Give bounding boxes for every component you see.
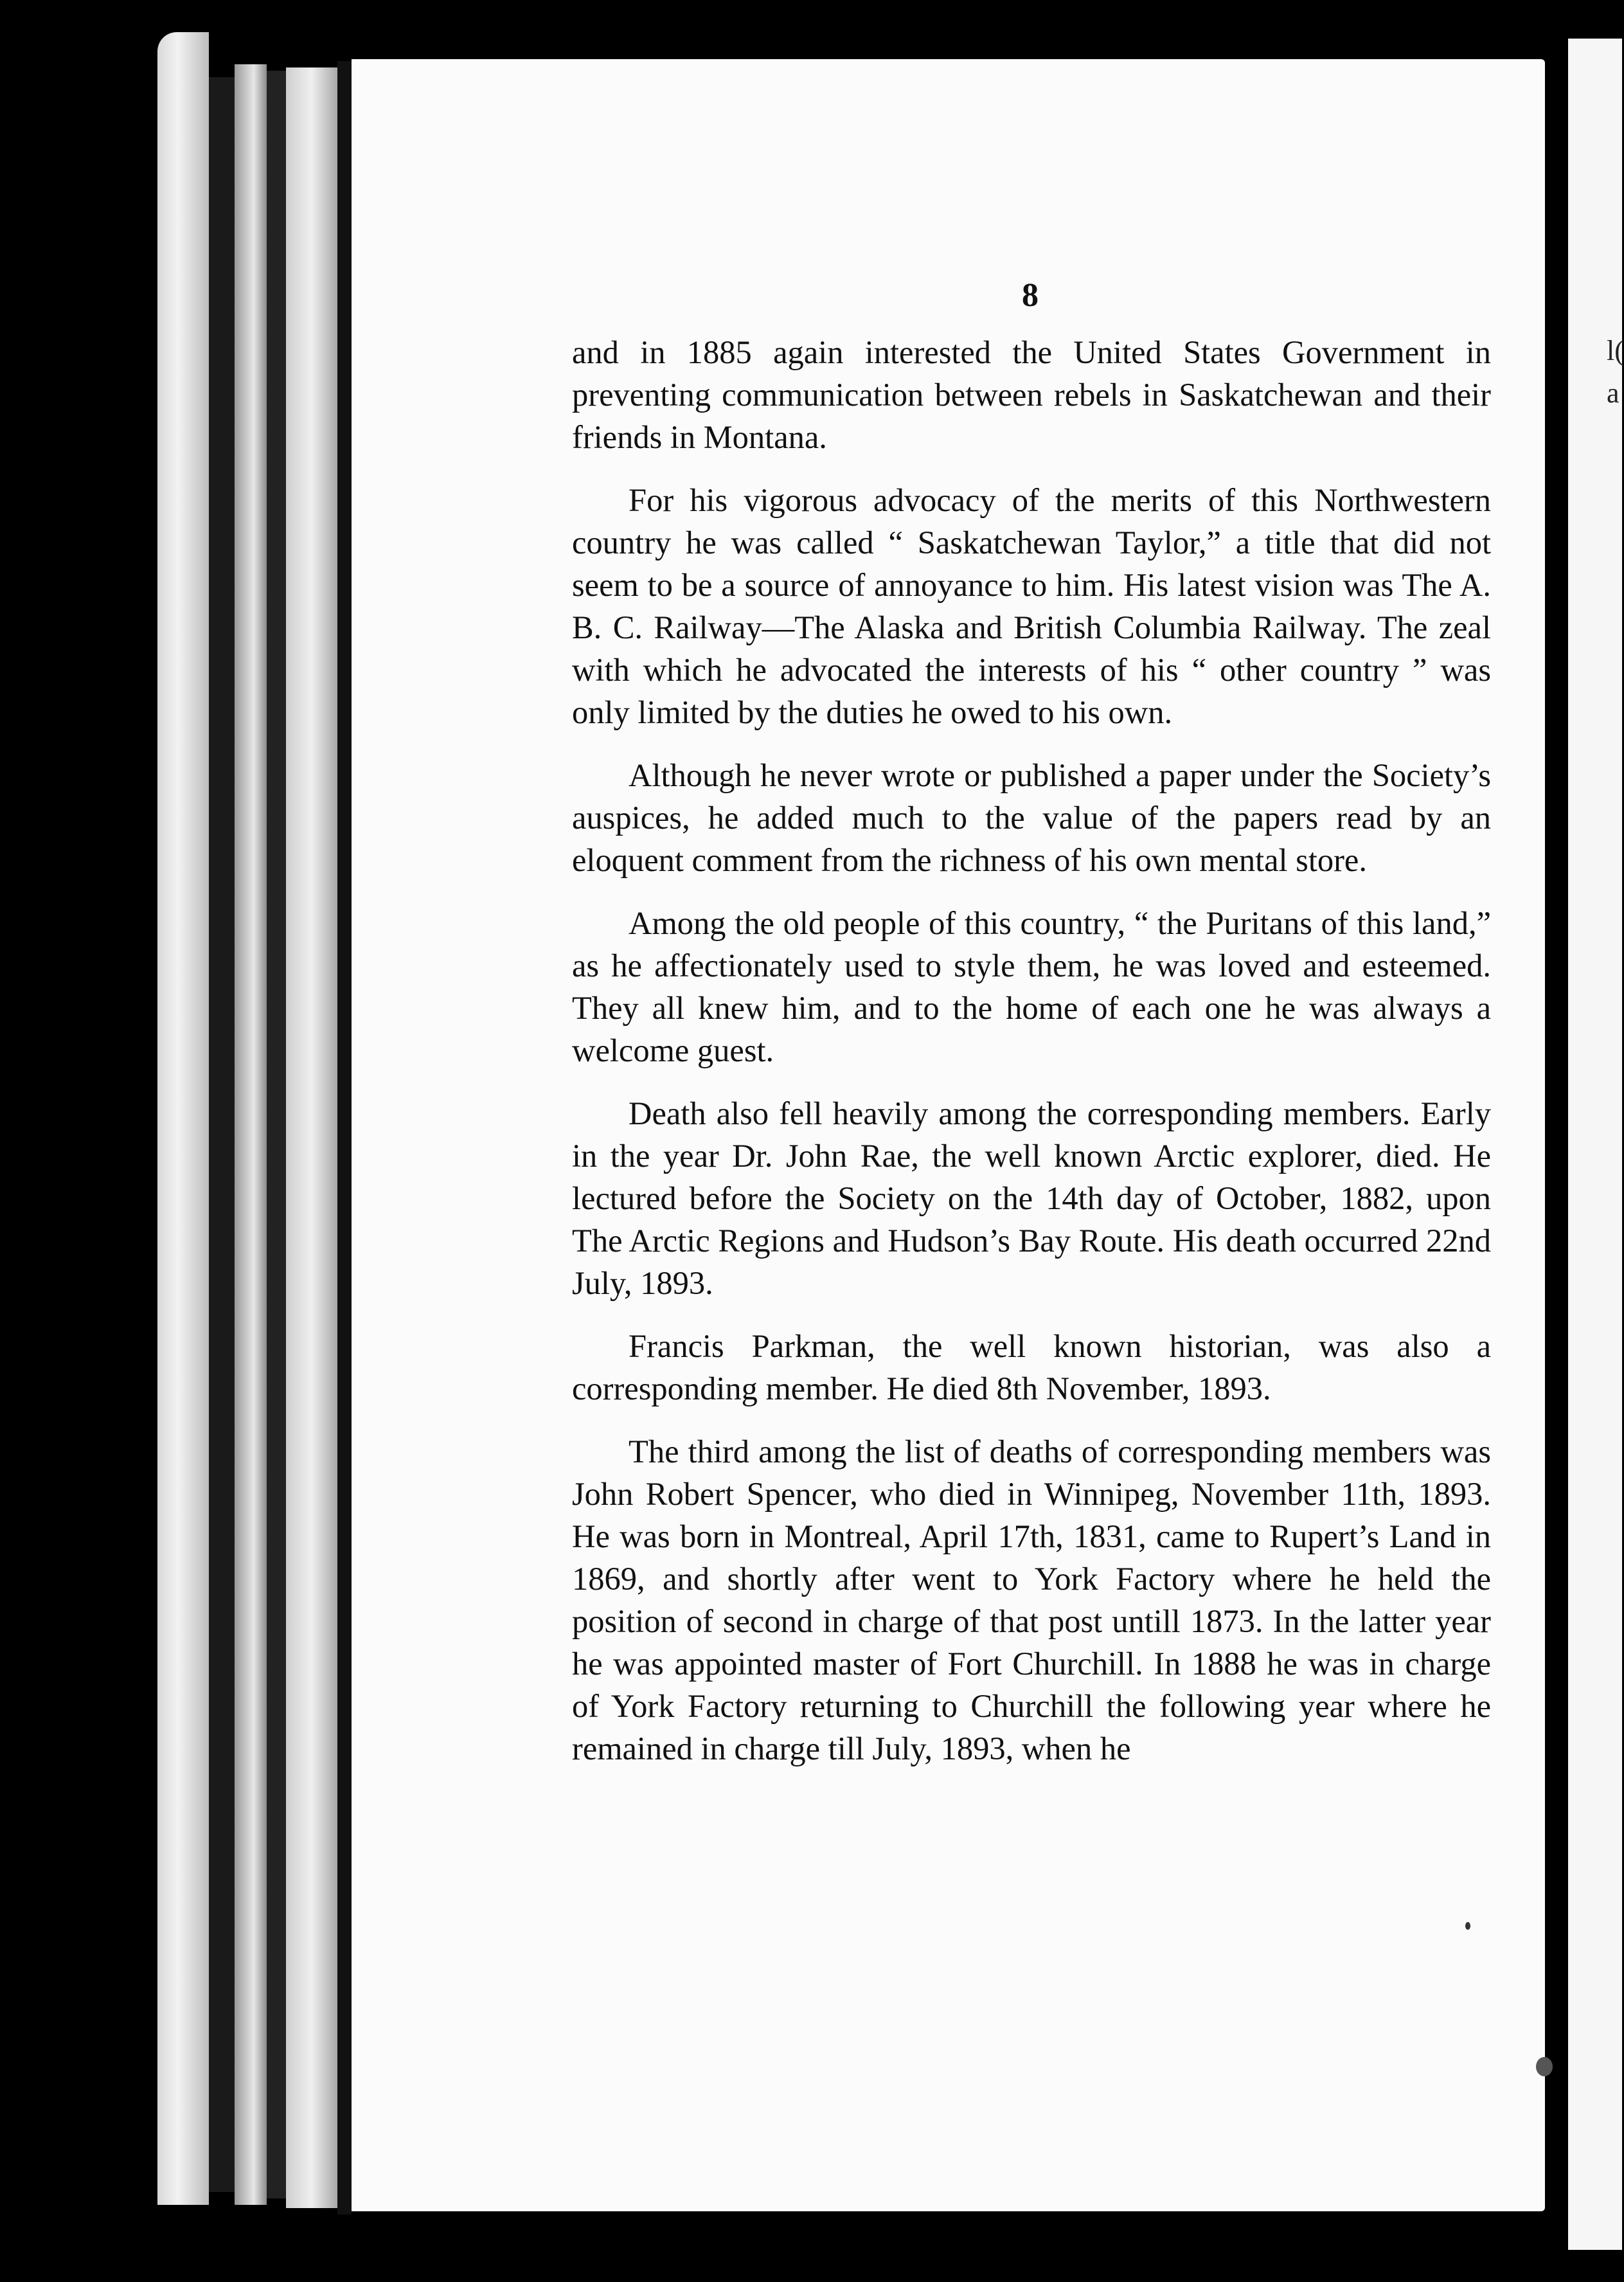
paragraph: Among the old people of this country, “ the Puritans of this land,” as he affectionately used to style them, he was loved and esteemed. They all knew him, and to the home of each one he was always a welcome guest. xyxy=(572,905,1491,1068)
page-stack-edge xyxy=(337,61,352,2215)
paragraph: For his vigorous advocacy of the merits of this Northwestern country he was called “ Saskatchewan Taylor,” a title that did not seem to be a source of annoyance to him. His latest vision was The A. B. C. Railway—The Alaska and British Columbia Railway. The zeal with which he advocated the interests of his “ other country ” was only limited by the duties he owed to his own. xyxy=(572,482,1491,730)
scan-speck xyxy=(1536,2057,1553,2076)
page-stack-edge xyxy=(235,64,267,2205)
page-stack-edge xyxy=(286,67,337,2208)
page-stack-edge xyxy=(209,77,235,2192)
scan-speck xyxy=(1465,1922,1470,1930)
page-stack-edge xyxy=(267,71,286,2198)
body-text xyxy=(572,331,1491,1790)
paragraph: The third among the list of deaths of corresponding members was John Robert Spencer, who died in Winnipeg, November 11th, 1893. He was born in Montreal, April 17th, 1831, came to Rupert’s Land in 1869, and shortly after went to York Factory where he held the position of second in charge of that post untill 1873. In the latter year he was appointed master of Fort Churchill. In 1888 he was in charge of York Factory returning to Churchill the following year where he remained in charge till July, 1893, when he xyxy=(572,1433,1491,1766)
page-number: 8 xyxy=(1022,277,1039,314)
adjacent-page xyxy=(1568,39,1622,2250)
paragraph: and in 1885 again interested the United States Government in preventing communication between rebels in Saskatchewan and their friends in Montana. xyxy=(572,334,1491,455)
adjacent-page-fragment: l( xyxy=(1607,335,1624,366)
page-stack-edge xyxy=(157,32,209,2205)
paragraph: Death also fell heavily among the corresponding members. Early in the year Dr. John Rae, the well known Arctic explorer, died. He lectured before the Society on the 14th day of October, 1882, upon The Arctic Regions and Hudson’s Bay Route. His death occurred 22nd July, 1893. xyxy=(572,1095,1491,1301)
adjacent-page-fragment: a xyxy=(1607,377,1620,409)
paragraph: Francis Parkman, the well known historian, was also a corresponding member. He died 8th November, 1893. xyxy=(572,1328,1491,1406)
paragraph: Although he never wrote or published a paper under the Society’s auspices, he added much to the value of the papers read by an eloquent comment from the richness of his own mental store. xyxy=(572,757,1491,878)
